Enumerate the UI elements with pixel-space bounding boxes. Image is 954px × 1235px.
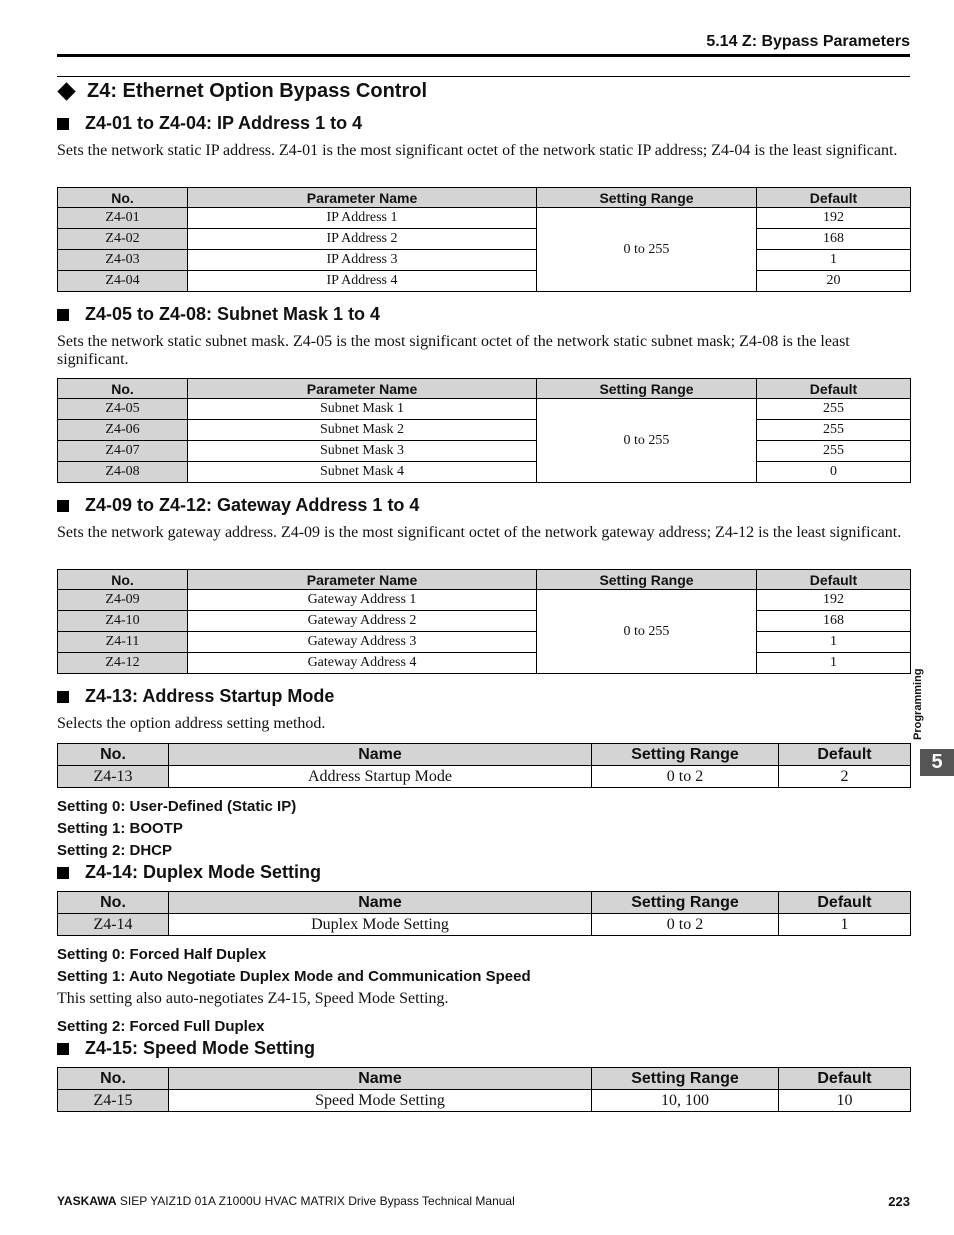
col-header-setting-range: Setting Range <box>592 892 779 914</box>
table-row <box>58 914 911 936</box>
startup-description: Selects the option address setting method. <box>57 715 326 732</box>
param-range: 0 to 255 <box>537 208 757 292</box>
square-bullet-icon <box>57 309 69 321</box>
col-header-no: No. <box>58 570 188 590</box>
param-default: 192 <box>757 208 911 229</box>
setting-label: Setting 1: Auto Negotiate Duplex Mode and Communication Speed <box>57 968 531 985</box>
setting-label: Setting 0: User-Defined (Static IP) <box>57 798 297 815</box>
col-header-setting-range: Setting Range <box>592 1068 779 1090</box>
param-no: Z4-08 <box>58 462 188 483</box>
param-no: Z4-07 <box>58 441 188 462</box>
param-name: Subnet Mask 3 <box>188 441 537 462</box>
setting-label: Setting 2: Forced Full Duplex <box>57 1018 265 1035</box>
param-default: 1 <box>779 914 911 936</box>
col-header-default: Default <box>757 379 911 399</box>
footer-manual-name: SIEP YAIZ1D 01A Z1000U HVAC MATRIX Drive Bypass Technical Manual <box>119 1194 515 1208</box>
gateway-section-heading <box>57 495 419 516</box>
square-bullet-icon <box>57 1043 69 1055</box>
footer-brand: YASKAWA <box>57 1194 117 1208</box>
table-row <box>58 590 911 611</box>
param-no: Z4-06 <box>58 420 188 441</box>
col-header-setting-range: Setting Range <box>537 570 757 590</box>
param-default: 1 <box>757 632 911 653</box>
param-default: 10 <box>779 1090 911 1112</box>
ip-section-title: Z4-01 to Z4-04: IP Address 1 to 4 <box>85 113 363 133</box>
param-default: 255 <box>757 441 911 462</box>
subnet-section-heading <box>57 304 380 325</box>
table-row <box>58 653 911 674</box>
param-no: Z4-13 <box>58 766 169 788</box>
table-row <box>58 766 911 788</box>
param-name: IP Address 2 <box>188 229 537 250</box>
setting-label: Setting 1: BOOTP <box>57 820 183 837</box>
header-rule <box>57 54 910 57</box>
param-default: 0 <box>757 462 911 483</box>
param-name: IP Address 4 <box>188 271 537 292</box>
param-name: Gateway Address 3 <box>188 632 537 653</box>
subnet-description: Sets the network static subnet mask. Z4-05 is the most significant octet of the network static subnet mask; Z4-08 is the least significant. <box>57 333 850 368</box>
param-range: 0 to 2 <box>592 914 779 936</box>
duplex-section-title: Z4-14: Duplex Mode Setting <box>85 862 322 882</box>
param-range: 0 to 255 <box>537 590 757 674</box>
param-no: Z4-10 <box>58 611 188 632</box>
col-header-name: Name <box>169 892 592 914</box>
param-default: 255 <box>757 420 911 441</box>
param-range: 10, 100 <box>592 1090 779 1112</box>
table-row <box>58 229 911 250</box>
table-row <box>58 271 911 292</box>
square-bullet-icon <box>57 867 69 879</box>
col-header-no: No. <box>58 379 188 399</box>
col-header-default: Default <box>757 188 911 208</box>
table-row <box>58 420 911 441</box>
param-default: 1 <box>757 653 911 674</box>
param-default: 2 <box>779 766 911 788</box>
param-name: Gateway Address 1 <box>188 590 537 611</box>
subnet-mask-table <box>57 378 911 483</box>
param-no: Z4-12 <box>58 653 188 674</box>
param-no: Z4-03 <box>58 250 188 271</box>
subnet-section-title: Z4-05 to Z4-08: Subnet Mask 1 to 4 <box>85 304 381 324</box>
col-header-default: Default <box>779 892 911 914</box>
param-default: 255 <box>757 399 911 420</box>
param-default: 20 <box>757 271 911 292</box>
col-header-no: No. <box>58 188 188 208</box>
col-header-parameter-name: Parameter Name <box>188 379 537 399</box>
startup-section-title: Z4-13: Address Startup Mode <box>85 686 335 706</box>
param-no: Z4-14 <box>58 914 169 936</box>
table-row <box>58 250 911 271</box>
speed-section-heading <box>57 1038 315 1059</box>
param-name: IP Address 1 <box>188 208 537 229</box>
ip-section-heading <box>57 113 362 134</box>
speed-section-title: Z4-15: Speed Mode Setting <box>85 1038 316 1058</box>
gateway-section-title: Z4-09 to Z4-12: Gateway Address 1 to 4 <box>85 495 420 515</box>
param-name: Subnet Mask 1 <box>188 399 537 420</box>
param-default: 168 <box>757 229 911 250</box>
setting-note: This setting also auto-negotiates Z4-15, Speed Mode Setting. <box>57 990 449 1007</box>
side-section-label: Programming <box>912 668 924 740</box>
col-header-parameter-name: Parameter Name <box>188 570 537 590</box>
param-default: 192 <box>757 590 911 611</box>
col-header-default: Default <box>779 744 911 766</box>
param-name: Duplex Mode Setting <box>169 914 592 936</box>
param-name: IP Address 3 <box>188 250 537 271</box>
page-number: 223 <box>888 1194 910 1209</box>
ip-description: Sets the network static IP address. Z4-01 is the most significant octet of the network static IP address; Z4-04 is the least significant. <box>57 142 898 159</box>
param-no: Z4-04 <box>58 271 188 292</box>
param-no: Z4-15 <box>58 1090 169 1112</box>
ip-address-table <box>57 187 911 292</box>
param-name: Address Startup Mode <box>169 766 592 788</box>
col-header-default: Default <box>779 1068 911 1090</box>
col-header-no: No. <box>58 1068 169 1090</box>
col-header-default: Default <box>757 570 911 590</box>
duplex-section-heading <box>57 862 321 883</box>
main-heading-text: Z4: Ethernet Option Bypass Control <box>87 80 428 102</box>
param-name: Speed Mode Setting <box>169 1090 592 1112</box>
param-range: 0 to 255 <box>537 399 757 483</box>
table-row <box>58 611 911 632</box>
chapter-number-tab: 5 <box>920 749 954 776</box>
section-header-title: 5.14 Z: Bypass Parameters <box>706 33 910 50</box>
param-name: Gateway Address 2 <box>188 611 537 632</box>
table-row <box>58 399 911 420</box>
param-no: Z4-02 <box>58 229 188 250</box>
square-bullet-icon <box>57 118 69 130</box>
param-range: 0 to 2 <box>592 766 779 788</box>
col-header-no: No. <box>58 744 169 766</box>
table-row <box>58 441 911 462</box>
param-no: Z4-09 <box>58 590 188 611</box>
param-no: Z4-01 <box>58 208 188 229</box>
table-row <box>58 462 911 483</box>
table-row <box>58 208 911 229</box>
col-header-no: No. <box>58 892 169 914</box>
square-bullet-icon <box>57 500 69 512</box>
param-no: Z4-05 <box>58 399 188 420</box>
startup-section-heading <box>57 686 334 707</box>
square-bullet-icon <box>57 691 69 703</box>
diamond-bullet-icon <box>57 82 75 100</box>
duplex-mode-table <box>57 891 911 936</box>
col-header-setting-range: Setting Range <box>537 188 757 208</box>
col-header-name: Name <box>169 744 592 766</box>
footer-manual-title <box>57 1194 515 1208</box>
table-row <box>58 1090 911 1112</box>
col-header-name: Name <box>169 1068 592 1090</box>
param-default: 168 <box>757 611 911 632</box>
param-name: Subnet Mask 4 <box>188 462 537 483</box>
setting-label: Setting 2: DHCP <box>57 842 173 859</box>
main-heading <box>57 80 427 103</box>
speed-mode-table <box>57 1067 911 1112</box>
startup-mode-table <box>57 743 911 788</box>
col-header-setting-range: Setting Range <box>537 379 757 399</box>
gateway-description: Sets the network gateway address. Z4-09 is the most significant octet of the network gateway address; Z4-12 is the least significant. <box>57 524 902 541</box>
param-no: Z4-11 <box>58 632 188 653</box>
header-subrule <box>57 76 910 77</box>
col-header-parameter-name: Parameter Name <box>188 188 537 208</box>
setting-label: Setting 0: Forced Half Duplex <box>57 946 267 963</box>
param-default: 1 <box>757 250 911 271</box>
table-row <box>58 632 911 653</box>
param-name: Gateway Address 4 <box>188 653 537 674</box>
col-header-setting-range: Setting Range <box>592 744 779 766</box>
gateway-address-table <box>57 569 911 674</box>
param-name: Subnet Mask 2 <box>188 420 537 441</box>
